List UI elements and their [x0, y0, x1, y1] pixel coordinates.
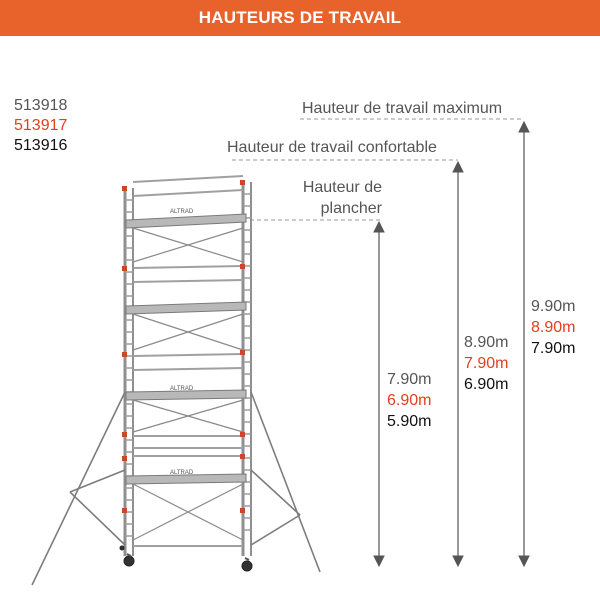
max-height-value-3: 7.90m [531, 340, 576, 357]
comfortable-height-arrow [453, 162, 463, 566]
max-height-value-2: 8.90m [531, 319, 576, 336]
max-height-arrow [519, 122, 529, 566]
model-code-3: 513916 [14, 137, 68, 154]
platform-brand-3: ALTRAD [170, 470, 194, 476]
floor-height-arrow [374, 222, 384, 566]
model-code-1: 513918 [14, 97, 68, 114]
max-height-values [531, 296, 575, 359]
comfortable-height-values [464, 332, 508, 395]
floor-height-value-2: 6.90m [387, 392, 432, 409]
platform-brand-2: ALTRAD [170, 386, 194, 392]
platform-brand-1: ALTRAD [170, 209, 194, 215]
max-height-label: Hauteur de travail maximum [302, 100, 503, 117]
floor-height-label-line2: plancher [320, 200, 382, 217]
comfortable-height-value-2: 7.90m [464, 355, 509, 372]
floor-height-label-line1: Hauteur de [302, 179, 382, 196]
scaffold-tower-illustration [32, 176, 320, 585]
floor-height-value-1: 7.90m [387, 371, 432, 388]
floor-height-values [387, 369, 431, 432]
model-code-2: 513917 [14, 117, 68, 134]
max-height-value-1: 9.90m [531, 298, 576, 315]
comfortable-height-value-1: 8.90m [464, 334, 509, 351]
floor-height-value-3: 5.90m [387, 413, 432, 430]
comfortable-height-label: Hauteur de travail confortable [227, 139, 437, 156]
page-title: HAUTEURS DE TRAVAIL [198, 8, 402, 27]
comfortable-height-value-3: 6.90m [464, 376, 509, 393]
floor-height-label [282, 177, 382, 219]
